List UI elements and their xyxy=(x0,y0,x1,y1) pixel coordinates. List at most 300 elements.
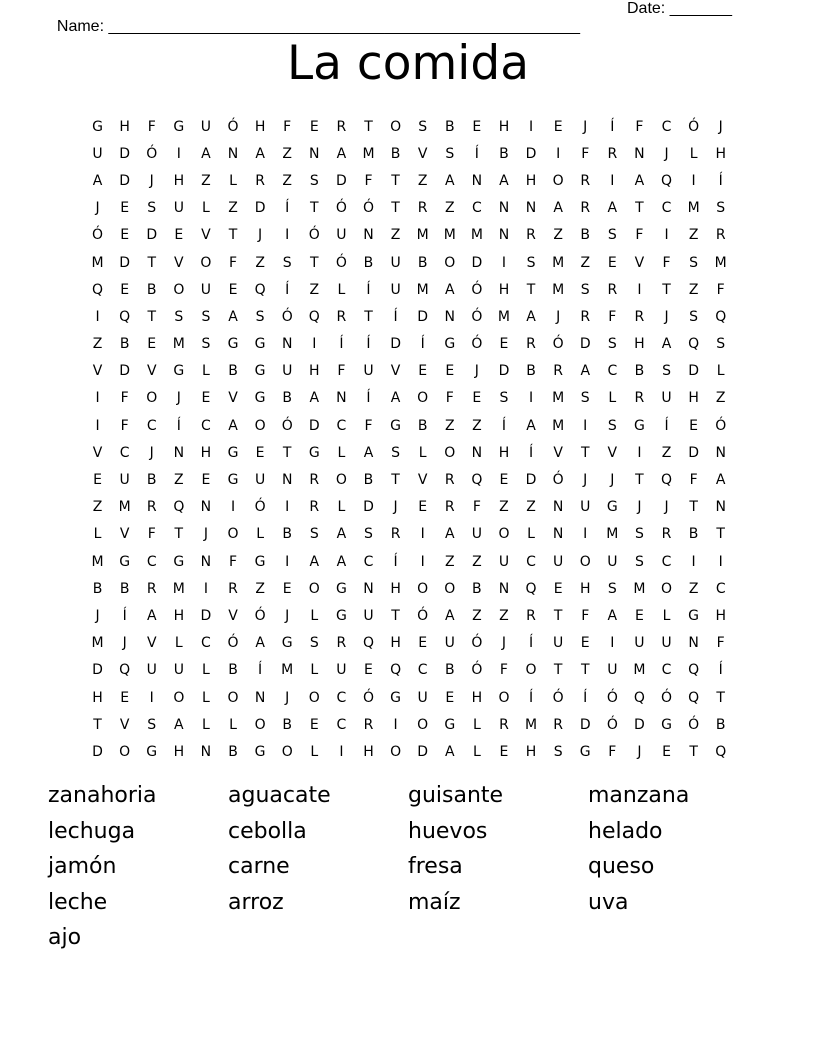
grid-letter: B xyxy=(526,363,536,380)
grid-letter: N xyxy=(715,444,726,461)
grid-letter: R xyxy=(580,200,591,217)
grid-letter: E xyxy=(147,336,157,353)
grid-letter: T xyxy=(391,172,400,189)
grid-letter: D xyxy=(498,363,510,380)
grid-letter: Ó xyxy=(281,308,293,325)
grid-letter: S xyxy=(147,200,157,217)
grid-letter: E xyxy=(201,390,211,407)
grid-letter: Ó xyxy=(688,118,700,135)
grid-letter: T xyxy=(391,200,400,217)
word-bank-item: helado xyxy=(588,818,663,844)
grid-letter: Q xyxy=(715,308,727,325)
grid-letter: T xyxy=(174,526,184,543)
grid-letter: F xyxy=(662,254,671,271)
grid-letter: T xyxy=(635,200,644,217)
grid-letter: D xyxy=(417,743,429,760)
grid-letter: D xyxy=(363,499,374,516)
grid-letter: I xyxy=(528,390,534,407)
grid-letter: U xyxy=(661,635,672,652)
grid-letter: L xyxy=(202,689,210,706)
grid-letter: I xyxy=(95,417,100,434)
grid-letter: Ó xyxy=(335,200,347,217)
grid-letter: F xyxy=(581,145,590,162)
grid-letter: D xyxy=(119,254,131,271)
grid-letter: Í xyxy=(366,390,371,407)
grid-letter: B xyxy=(282,526,292,543)
grid-letter: B xyxy=(228,743,238,760)
grid-letter: J xyxy=(610,472,615,489)
grid-letter: D xyxy=(92,662,103,679)
grid-letter: T xyxy=(93,716,102,733)
grid-letter: S xyxy=(147,716,157,733)
grid-letter: Í xyxy=(285,200,290,217)
grid-letter: S xyxy=(689,254,699,271)
grid-letter: U xyxy=(390,281,401,298)
grid-letter: R xyxy=(146,499,157,516)
grid-letter: E xyxy=(282,580,292,597)
grid-letter: E xyxy=(309,716,319,733)
grid-letter: M xyxy=(552,254,565,271)
grid-letter: O xyxy=(579,553,591,570)
grid-letter: Q xyxy=(308,308,320,325)
grid-letter: Í xyxy=(366,281,371,298)
grid-letter: D xyxy=(471,254,483,271)
grid-letter: R xyxy=(309,499,320,516)
grid-letter: R xyxy=(228,580,238,597)
grid-letter: D xyxy=(634,716,645,733)
grid-letter: N xyxy=(227,145,239,162)
grid-letter: T xyxy=(580,662,590,679)
grid-letter: M xyxy=(552,417,565,434)
grid-letter: S xyxy=(607,227,617,244)
grid-letter: Z xyxy=(444,417,455,434)
grid-letter: R xyxy=(526,607,536,624)
grid-letter: Í xyxy=(664,417,669,434)
grid-letter: J xyxy=(474,363,479,380)
grid-letter: R xyxy=(580,172,591,189)
grid-letter: U xyxy=(553,635,564,652)
grid-letter: V xyxy=(92,444,103,461)
grid-letter: O xyxy=(552,172,564,189)
grid-letter: M xyxy=(606,526,619,543)
grid-letter: I xyxy=(637,444,642,461)
grid-letter: J xyxy=(664,145,669,162)
grid-letter: U xyxy=(173,200,184,217)
grid-letter: S xyxy=(580,390,590,407)
grid-letter: Ó xyxy=(552,472,564,489)
grid-letter: B xyxy=(282,716,292,733)
grid-letter: Z xyxy=(444,200,455,217)
grid-letter: L xyxy=(337,499,346,516)
grid-letter: L xyxy=(256,526,265,543)
grid-letter: J xyxy=(149,444,154,461)
grid-letter: J xyxy=(122,635,127,652)
grid-letter: R xyxy=(363,716,374,733)
grid-letter: Ó xyxy=(254,499,266,516)
grid-letter: Z xyxy=(580,254,591,271)
grid-letter: R xyxy=(417,200,428,217)
grid-letter: L xyxy=(229,716,237,733)
grid-letter: N xyxy=(498,227,510,244)
grid-letter: S xyxy=(201,336,211,353)
grid-letter: Z xyxy=(444,553,455,570)
grid-letter: L xyxy=(337,444,346,461)
grid-letter: L xyxy=(202,662,210,679)
grid-letter: Z xyxy=(174,472,184,489)
grid-letter: J xyxy=(637,743,642,760)
grid-letter: Z xyxy=(472,553,482,570)
grid-letter: U xyxy=(661,390,672,407)
grid-letter: Í xyxy=(339,336,344,353)
grid-letter: D xyxy=(200,607,212,624)
grid-letter: U xyxy=(282,363,293,380)
grid-letter: S xyxy=(201,308,211,325)
grid-letter: F xyxy=(120,417,129,434)
grid-letter: A xyxy=(336,145,347,162)
word-bank-item: arroz xyxy=(228,889,284,915)
grid-letter: F xyxy=(147,118,156,135)
grid-letter: Z xyxy=(201,172,211,189)
grid-letter: F xyxy=(147,526,156,543)
grid-letter: D xyxy=(119,145,131,162)
grid-letter: L xyxy=(527,526,535,543)
grid-letter: S xyxy=(282,254,292,271)
grid-letter: R xyxy=(336,635,347,652)
grid-letter: N xyxy=(281,472,293,489)
grid-letter: M xyxy=(714,254,727,271)
grid-letter: H xyxy=(173,172,185,189)
grid-letter: N xyxy=(634,145,645,162)
grid-letter: Q xyxy=(715,743,727,760)
grid-letter: E xyxy=(472,390,482,407)
grid-letter: B xyxy=(580,227,591,244)
grid-letter: V xyxy=(417,472,428,489)
grid-letter: R xyxy=(715,227,726,244)
grid-row xyxy=(84,249,734,276)
grid-letter: J xyxy=(664,499,669,516)
grid-letter: U xyxy=(173,662,184,679)
grid-letter: D xyxy=(308,417,320,434)
grid-letter: Í xyxy=(583,689,588,706)
word-bank-item: huevos xyxy=(408,818,488,844)
grid-letter: R xyxy=(607,145,618,162)
grid-letter: D xyxy=(336,172,347,189)
grid-letter: B xyxy=(417,417,428,434)
grid-letter: N xyxy=(525,200,537,217)
grid-letter: H xyxy=(715,145,726,162)
word-bank-item: maíz xyxy=(408,889,461,915)
grid-letter: R xyxy=(499,716,509,733)
grid-letter: Í xyxy=(420,336,425,353)
grid-letter: I xyxy=(528,118,534,135)
grid-row xyxy=(84,630,734,657)
grid-letter: O xyxy=(417,716,429,733)
grid-letter: F xyxy=(228,254,238,271)
grid-letter: Q xyxy=(173,499,185,516)
grid-letter: C xyxy=(146,417,157,434)
grid-letter: I xyxy=(691,172,696,189)
grid-letter: Q xyxy=(661,172,673,189)
grid-letter: B xyxy=(228,363,238,380)
grid-letter: Í xyxy=(718,172,723,189)
grid-letter: I xyxy=(339,743,344,760)
grid-letter: C xyxy=(336,716,347,733)
word-bank-item: zanahoria xyxy=(48,783,157,808)
grid-letter: B xyxy=(363,472,374,489)
grid-letter: J xyxy=(285,607,290,624)
grid-letter: A xyxy=(499,172,509,189)
grid-letter: E xyxy=(607,254,617,271)
grid-letter: F xyxy=(581,607,590,624)
grid-letter: C xyxy=(336,417,347,434)
grid-row xyxy=(84,602,734,629)
grid-letter: C xyxy=(661,200,672,217)
grid-letter: L xyxy=(716,363,725,380)
grid-letter: N xyxy=(200,553,212,570)
grid-letter: V xyxy=(119,526,130,543)
grid-row xyxy=(84,521,734,548)
grid-letter: Z xyxy=(688,281,699,298)
grid-letter: H xyxy=(498,281,510,298)
grid-letter: E xyxy=(255,444,265,461)
grid-letter: O xyxy=(308,689,320,706)
grid-letter: Ó xyxy=(227,118,239,135)
grid-letter: I xyxy=(95,308,100,325)
grid-letter: B xyxy=(119,336,130,353)
grid-letter: G xyxy=(606,499,618,516)
name-field-label: Name: _____________________________________________________ xyxy=(56,18,581,35)
grid-letter: E xyxy=(499,472,509,489)
grid-letter: N xyxy=(200,499,212,516)
grid-letter: H xyxy=(498,118,510,135)
grid-letter: Ó xyxy=(661,689,673,706)
grid-letter: U xyxy=(553,553,564,570)
grid-letter: S xyxy=(716,336,726,353)
grid-letter: I xyxy=(501,254,507,271)
word-bank-item: queso xyxy=(588,854,655,879)
grid-letter: U xyxy=(607,553,618,570)
grid-letter: M xyxy=(633,662,646,679)
word-bank-item: aguacate xyxy=(228,783,331,808)
grid-letter: O xyxy=(146,390,158,407)
grid-letter: M xyxy=(118,499,131,516)
grid-letter: Ó xyxy=(471,336,483,353)
grid-letter: Z xyxy=(715,390,726,407)
grid-letter: E xyxy=(445,363,455,380)
grid-letter: A xyxy=(553,200,563,217)
grid-letter: A xyxy=(201,145,211,162)
grid-letter: N xyxy=(498,200,510,217)
grid-letter: A xyxy=(526,417,536,434)
grid-letter: V xyxy=(634,254,645,271)
grid-letter: O xyxy=(444,580,456,597)
word-bank-item: lechuga xyxy=(48,818,136,844)
grid-letter: Z xyxy=(472,607,482,624)
grid-letter: C xyxy=(661,118,672,135)
grid-letter: Ó xyxy=(606,689,618,706)
grid-letter: A xyxy=(309,390,320,407)
grid-letter: B xyxy=(715,716,726,733)
grid-letter: G xyxy=(227,336,239,353)
grid-letter: T xyxy=(364,118,373,135)
grid-letter: N xyxy=(336,390,347,407)
grid-letter: R xyxy=(390,526,401,543)
grid-letter: F xyxy=(689,472,698,489)
grid-letter: B xyxy=(146,281,157,298)
grid-letter: A xyxy=(255,635,265,652)
grid-letter: I xyxy=(637,281,642,298)
grid-letter: A xyxy=(444,172,455,189)
grid-letter: O xyxy=(308,580,320,597)
grid-letter: C xyxy=(607,363,618,380)
grid-letter: T xyxy=(689,743,698,760)
grid-letter: O xyxy=(335,472,347,489)
grid-letter: H xyxy=(173,743,185,760)
grid-letter: U xyxy=(417,689,428,706)
word-bank-item: leche xyxy=(48,889,108,915)
grid-letter: E xyxy=(201,472,211,489)
grid-letter: U xyxy=(390,254,401,271)
grid-letter: G xyxy=(579,743,591,760)
grid-letter: R xyxy=(444,499,455,516)
grid-letter: O xyxy=(444,444,456,461)
grid-letter: I xyxy=(312,336,317,353)
grid-letter: V xyxy=(119,716,130,733)
grid-letter: I xyxy=(610,635,615,652)
word-bank xyxy=(48,780,768,958)
grid-letter: Ó xyxy=(471,662,483,679)
grid-letter: L xyxy=(472,716,481,733)
grid-letter: Ó xyxy=(281,417,293,434)
grid-letter: T xyxy=(526,281,536,298)
grid-letter: G xyxy=(173,118,185,135)
grid-letter: Ó xyxy=(92,227,104,244)
grid-letter: L xyxy=(689,145,698,162)
grid-letter: G xyxy=(92,118,103,135)
grid-letter: I xyxy=(149,689,154,706)
grid-letter: I xyxy=(420,553,425,570)
grid-letter: V xyxy=(146,363,157,380)
grid-letter: V xyxy=(228,607,238,624)
grid-letter: Q xyxy=(92,281,104,298)
grid-letter: N xyxy=(444,308,455,325)
grid-letter: I xyxy=(176,145,181,162)
grid-letter: B xyxy=(472,580,482,597)
grid-letter: S xyxy=(662,363,671,380)
grid-letter: O xyxy=(661,580,673,597)
grid-letter: Z xyxy=(553,227,563,244)
grid-letter: U xyxy=(336,662,347,679)
grid-letter: J xyxy=(258,227,263,244)
grid-letter: Ó xyxy=(227,635,239,652)
word-bank-item: guisante xyxy=(408,783,504,808)
grid-letter: C xyxy=(661,553,672,570)
grid-letter: F xyxy=(635,118,644,135)
grid-letter: S xyxy=(309,172,319,189)
grid-letter: E xyxy=(120,200,130,217)
grid-letter: F xyxy=(716,281,725,298)
grid-letter: N xyxy=(471,172,483,189)
grid-letter: Í xyxy=(366,336,371,353)
grid-letter: E xyxy=(120,227,130,244)
grid-row xyxy=(84,331,734,358)
grid-letter: T xyxy=(689,499,698,516)
grid-letter: Ó xyxy=(335,254,347,271)
grid-letter: Í xyxy=(393,308,398,325)
page-title: La comida xyxy=(287,36,529,91)
grid-letter: C xyxy=(146,553,157,570)
grid-letter: S xyxy=(689,308,699,325)
grid-letter: N xyxy=(715,499,726,516)
grid-letter: Ó xyxy=(471,281,483,298)
grid-letter: O xyxy=(119,743,131,760)
grid-letter: V xyxy=(228,390,238,407)
grid-letter: Í xyxy=(528,689,534,706)
grid-letter: U xyxy=(580,499,591,516)
grid-letter: D xyxy=(92,743,103,760)
grid-row xyxy=(84,738,734,765)
grid-letter: S xyxy=(526,254,536,271)
grid-letter: U xyxy=(471,526,482,543)
grid-row xyxy=(84,575,734,602)
grid-letter: I xyxy=(583,526,588,543)
grid-letter: G xyxy=(335,580,347,597)
grid-letter: L xyxy=(310,662,319,679)
grid-letter: A xyxy=(607,607,618,624)
grid-letter: M xyxy=(91,254,104,271)
grid-letter: R xyxy=(580,308,591,325)
grid-letter: N xyxy=(498,580,510,597)
grid-letter: V xyxy=(607,444,618,461)
grid-letter: Q xyxy=(688,689,700,706)
grid-letter: N xyxy=(200,743,212,760)
grid-letter: L xyxy=(202,200,210,217)
grid-letter: G xyxy=(173,553,185,570)
grid-letter: C xyxy=(201,635,211,652)
grid-letter: E xyxy=(499,743,509,760)
grid-letter: C xyxy=(201,417,211,434)
grid-letter: Í xyxy=(528,635,534,652)
grid-letter: J xyxy=(203,526,208,543)
grid-letter: O xyxy=(444,254,456,271)
grid-letter: J xyxy=(637,499,642,516)
grid-letter: D xyxy=(525,472,537,489)
grid-letter: D xyxy=(525,145,537,162)
grid-letter: J xyxy=(149,172,154,189)
grid-letter: G xyxy=(173,363,185,380)
grid-letter: B xyxy=(444,662,455,679)
grid-letter: Q xyxy=(119,308,131,325)
grid-letter: C xyxy=(119,444,130,461)
worksheet-header xyxy=(48,0,748,35)
grid-letter: E xyxy=(228,281,238,298)
grid-letter: O xyxy=(390,118,402,135)
word-bank-item: cebolla xyxy=(228,818,307,844)
grid-letter: T xyxy=(147,308,157,325)
grid-letter: Ó xyxy=(552,336,564,353)
grid-letter: J xyxy=(556,308,561,325)
grid-letter: Ó xyxy=(471,308,483,325)
grid-letter: G xyxy=(633,417,645,434)
grid-letter: Ó xyxy=(362,200,374,217)
grid-letter: Z xyxy=(255,254,265,271)
grid-letter: B xyxy=(390,145,401,162)
grid-letter: M xyxy=(525,716,538,733)
grid-letter: A xyxy=(146,607,157,624)
grid-letter: A xyxy=(363,444,374,461)
grid-letter: J xyxy=(285,689,290,706)
grid-letter: M xyxy=(362,145,375,162)
